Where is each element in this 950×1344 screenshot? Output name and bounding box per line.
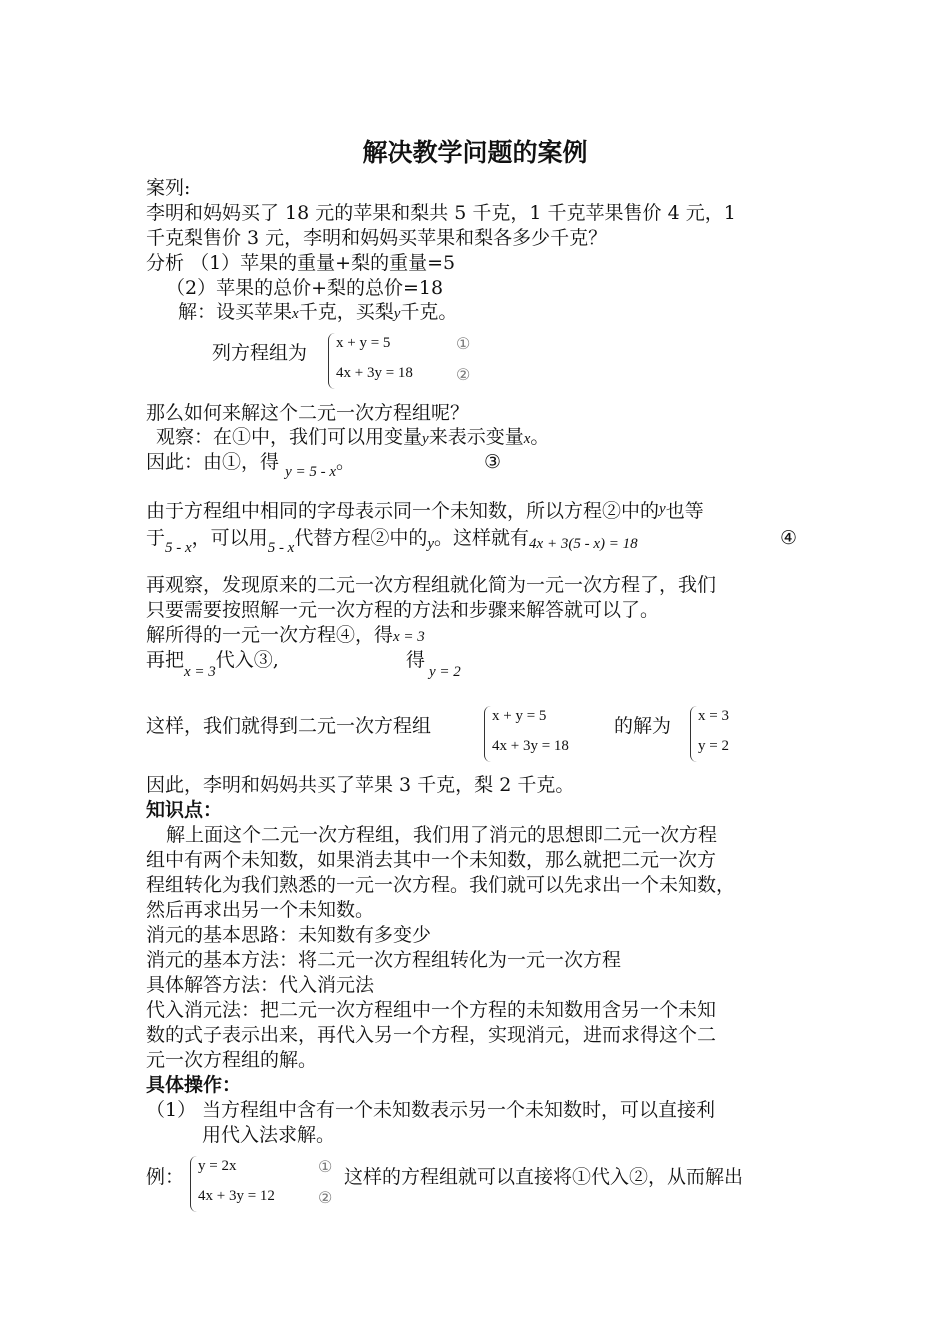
page-title: 解决教学问题的案例 bbox=[362, 138, 588, 167]
var-x: x bbox=[292, 306, 299, 322]
example-eq1: y = 2x bbox=[198, 1158, 237, 1174]
analysis-label: 分析 bbox=[146, 252, 185, 274]
solution-eq2: y = 2 bbox=[698, 738, 729, 754]
expression-5-minus-x: 5 - x bbox=[267, 540, 295, 556]
result-prefix: 这样，我们就得到二元一次方程组 bbox=[146, 715, 432, 737]
solution-y: y = 2 bbox=[429, 664, 461, 680]
brace bbox=[690, 706, 697, 762]
example-eq2: 4x + 3y = 12 bbox=[198, 1188, 275, 1204]
var-y: y bbox=[427, 536, 435, 552]
equation-system-result bbox=[484, 706, 604, 764]
solution-system bbox=[690, 706, 760, 764]
knowledge-method: 消元的基本方法：将二元一次方程组转化为一元一次方程 bbox=[146, 949, 622, 971]
equation-4: 4x + 3(5 - x) = 18 bbox=[529, 536, 638, 552]
var-y: y bbox=[659, 501, 666, 517]
knowledge-para-line-4: 然后再求出另一个未知数。 bbox=[146, 899, 375, 921]
knowledge-para-line-3: 程组转化为我们熟悉的一元一次方程。我们就可以先求出一个未知数， bbox=[146, 874, 736, 896]
system-label: 列方程组为 bbox=[212, 342, 308, 364]
reobserve-line-1: 再观察，发现原来的二元一次方程组就化简为一元一次方程了，我们 bbox=[146, 574, 717, 596]
system1-eq1: x + y = 5 bbox=[336, 335, 391, 351]
var-y: y bbox=[393, 306, 401, 322]
solve-eq4-line: 解所得的一元一次方程④，得x = 3 bbox=[146, 624, 425, 646]
example-label: 例： bbox=[146, 1166, 185, 1188]
reobserve-line-2: 只要需要按照解一元一次方程的方法和步骤来解答就可以了。 bbox=[146, 599, 660, 621]
knowledge-definition-line-1: 代入消元法：把二元一次方程组中一个方程的未知数用含另一个未知 bbox=[146, 999, 717, 1021]
result-mid: 的解为 bbox=[614, 715, 672, 737]
conclusion-text: 因此，李明和妈妈共买了苹果 3 千克，梨 2 千克。 bbox=[146, 774, 575, 796]
circle-mark-3: ③ bbox=[484, 451, 502, 473]
knowledge-idea: 消元的基本思路：未知数有多变少 bbox=[146, 924, 432, 946]
knowledge-definition-line-3: 元一次方程组的解。 bbox=[146, 1049, 318, 1071]
equation-system-1 bbox=[328, 333, 488, 391]
solution-x: x = 3 bbox=[393, 629, 425, 645]
solve-setup bbox=[178, 300, 457, 326]
brace bbox=[484, 706, 491, 762]
var-x: x bbox=[523, 431, 531, 447]
solution-eq1: x = 3 bbox=[698, 708, 729, 724]
knowledge-specific: 具体解答方法：代入消元法 bbox=[146, 974, 375, 996]
knowledge-heading: 知识点： bbox=[146, 799, 223, 821]
observe-line: 观察：在①中，我们可以用变量y来表示变量x。 bbox=[156, 426, 550, 448]
substitute-result: 得$_{y = 2}$ bbox=[406, 649, 461, 680]
therefore-line: 因此：由①，得 $_{y = 5 - x}$。 bbox=[146, 451, 356, 480]
problem-line-2: 千克梨售价 3 元，李明和妈妈买苹果和梨各多少千克？ bbox=[146, 227, 608, 249]
var-y: y bbox=[422, 431, 429, 447]
substitute-line: 再把$_{x = 3}$代入③, bbox=[146, 649, 279, 680]
brace bbox=[190, 1156, 197, 1212]
analysis-line-1 bbox=[146, 251, 455, 275]
analysis-item-2: （2）苹果的总价+梨的总价=18 bbox=[166, 277, 444, 299]
question-text: 那么如何来解这个二元一次方程组呢？ bbox=[146, 402, 470, 424]
example-equation-system bbox=[190, 1156, 340, 1214]
circle-mark-2: ② bbox=[456, 365, 471, 384]
result-eq2: 4x + 3y = 18 bbox=[492, 738, 569, 754]
problem-line-1: 李明和妈妈买了 18 元的苹果和梨共 5 千克，1 千克苹果售价 4 元，1 bbox=[146, 202, 736, 224]
circle-mark-2: ② bbox=[318, 1188, 333, 1207]
circle-mark-1: ① bbox=[456, 334, 471, 353]
analysis-item-1: （1）苹果的重量+梨的重量=5 bbox=[190, 252, 456, 274]
circle-mark-1: ① bbox=[318, 1157, 333, 1176]
knowledge-para-line-2: 组中有两个未知数，如果消去其中一个未知数，那么就把二元一次方 bbox=[146, 849, 717, 871]
system1-eq2: 4x + 3y = 18 bbox=[336, 365, 413, 381]
operation-item-number: （1） bbox=[146, 1099, 197, 1121]
result-eq1: x + y = 5 bbox=[492, 708, 547, 724]
operation-item-line-1: 当方程组中含有一个未知数表示另一个未知数时，可以直接利 bbox=[202, 1099, 716, 1121]
case-label: 案列: bbox=[146, 177, 191, 199]
since-line-1: 由于方程组中相同的字母表示同一个未知数，所以方程②中的$^y$也等 bbox=[146, 500, 704, 522]
expression-5-minus-x: 5 - x bbox=[165, 540, 192, 556]
solve-prefix: 解：设买苹果 bbox=[178, 301, 293, 323]
since-line-2: 于$_{5 - x}$，可以用$_{5 - x}$代替方程②中的$_y$。这样就有$_{4x + 3(5 - x) = 18}$ bbox=[146, 527, 638, 556]
knowledge-para-line-1: 解上面这个二元一次方程组，我们用了消元的思想即二元一次方程 bbox=[166, 824, 718, 846]
brace bbox=[328, 333, 335, 389]
example-text: 这样的方程组就可以直接将①代入②，从而解出 bbox=[344, 1166, 744, 1188]
therefore-equation: y = 5 - x bbox=[285, 464, 336, 480]
operation-heading: 具体操作： bbox=[146, 1074, 242, 1096]
operation-item-line-2: 用代入法求解。 bbox=[202, 1124, 336, 1146]
solve-suffix: 千克。 bbox=[400, 301, 458, 323]
solution-x: x = 3 bbox=[184, 664, 216, 680]
circle-mark-4: ④ bbox=[780, 527, 798, 549]
solve-mid: 千克，买梨 bbox=[298, 301, 394, 323]
knowledge-definition-line-2: 数的式子表示出来，再代入另一个方程，实现消元，进而求得这个二 bbox=[146, 1024, 717, 1046]
